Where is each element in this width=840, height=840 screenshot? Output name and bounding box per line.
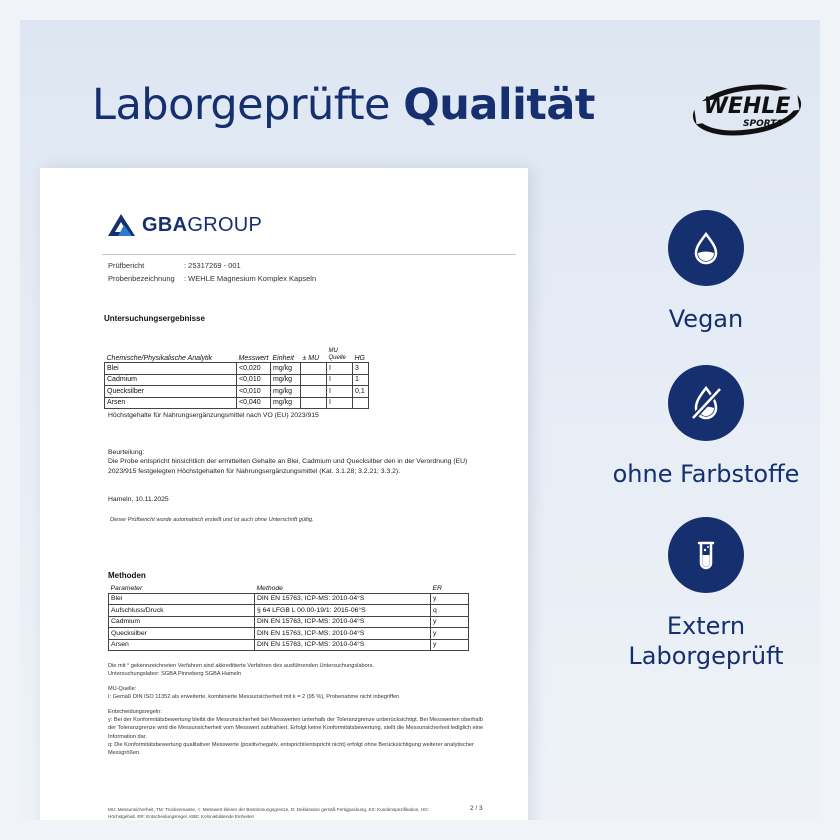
methods-header: Methode	[255, 584, 431, 593]
table-cell: y	[431, 616, 469, 628]
table-cell: mg/kg	[271, 363, 301, 375]
mu-title: MU-Quelle:	[108, 686, 137, 692]
meta-value: : 25317269 - 001	[184, 261, 241, 270]
table-cell	[301, 363, 327, 375]
auto-note: Dieser Prüfbericht wurde automatisch erstellt und ist auch ohne Unterschrift gültig.	[110, 517, 314, 523]
table-row	[105, 397, 369, 409]
table-cell: mg/kg	[271, 397, 301, 409]
table-cell: 3	[353, 363, 369, 375]
table-cell: DIN EN 15763, ICP-MS: 2010-04°S	[255, 628, 431, 640]
table-row	[105, 374, 369, 386]
wehle-sports-logo	[691, 80, 803, 140]
feature-label: Extern Laborgeprüft	[628, 612, 784, 670]
table-cell: Arsen	[109, 639, 255, 651]
meta-report	[108, 261, 241, 270]
results-table	[104, 348, 369, 409]
table-cell: Quecksilber	[109, 628, 255, 640]
no-dye-icon	[668, 365, 744, 441]
table-cell: DIN EN 15763, ICP-MS: 2010-04°S	[255, 639, 431, 651]
headline	[92, 80, 595, 130]
mu-text: I: Gemäß DIN ISO 11352 als erweiterte, kombinierte Messunsicherheit mit k = 2 (95 %), Probenahme nicht inbegriffen	[108, 694, 400, 700]
headline-bold: Qualität	[403, 80, 595, 130]
table-row	[109, 628, 469, 640]
feature-no-dye	[592, 365, 820, 489]
lab-location: Untersuchungslabor: SGBA Pinneberg SGBA Hameln	[108, 671, 242, 677]
table-cell: <0,010	[237, 386, 271, 398]
brand-name: WEHLE	[703, 94, 791, 119]
page-number: 2 / 3	[470, 805, 483, 812]
table-cell: DIN EN 15763, ICP-MS: 2010-04°S	[255, 616, 431, 628]
table-cell	[301, 386, 327, 398]
decision-q: q: Die Konformitätsbewertung qualitativer Messwerte (positiv/negativ, entspricht/entspricht nicht) erfolgt ohne Berücksichtigung weiterer analytischer Messgrößen.	[108, 742, 474, 757]
meta-label: Prüfbericht	[108, 261, 145, 270]
table-cell: Arsen	[105, 397, 237, 409]
gba-suffix: GROUP	[187, 213, 263, 236]
feature-vegan	[592, 210, 820, 334]
methods-header: Parameter	[109, 584, 255, 593]
results-header: ± MU	[302, 355, 320, 362]
meta-sample	[108, 274, 316, 283]
table-cell: 1	[353, 374, 369, 386]
assessment-text: Die Probe entspricht hinsichtlich der ermittelten Gehalte an Blei, Cadmium und Quecksilber den in der Verordnung (EU) 2023/915 festgelegten Höchstgehalten für Nahrungsergänzungsmittel (Kat. 3.1.28; 3.2.21; 3.3.2).	[108, 458, 468, 475]
results-header-row	[105, 348, 369, 363]
table-cell: Cadmium	[105, 374, 237, 386]
table-row	[105, 363, 369, 375]
table-cell: Blei	[109, 593, 255, 605]
table-row	[109, 616, 469, 628]
table-cell: I	[327, 374, 353, 386]
table-cell	[301, 374, 327, 386]
table-cell: y	[431, 628, 469, 640]
table-cell: § 64 LFGB L 00.00-19/1: 2015-06°S	[255, 605, 431, 617]
methods-title: Methoden	[108, 571, 146, 580]
table-cell: q	[431, 605, 469, 617]
results-header: Einheit	[272, 355, 294, 362]
meta-value: : WEHLE Magnesium Komplex Kapseln	[184, 274, 317, 283]
decision-title: Entscheidungsregeln:	[108, 709, 162, 715]
gba-group-logo	[108, 213, 262, 237]
feature-label: ohne Farbstoffe	[612, 460, 800, 488]
results-header: MU Quelle	[328, 348, 346, 361]
decision-y: y: Bei der Konformitätsbewertung bleibt die Messunsicherheit bei Messwerten unterhalb der Toleranzgrenze unberücksichtigt. Bei Messwerten oberhalb der Toleranzgrenze wird die Messunsicherheit vom Messwert subtrahiert. Erfolgt keine Konformitätsbewertung, stellt die Messunsicherheit lediglich eine Information dar.	[108, 717, 484, 740]
feature-lab-tested	[592, 517, 820, 671]
table-cell: I	[327, 397, 353, 409]
droplet-icon	[668, 210, 744, 286]
table-cell: <0,040	[237, 397, 271, 409]
gba-prefix: GBA	[142, 213, 188, 236]
methods-table	[108, 584, 469, 651]
feature-label: Vegan	[668, 305, 744, 333]
table-cell	[353, 397, 369, 409]
table-cell: mg/kg	[271, 386, 301, 398]
results-header: Chemische/Physikalische Analytik	[106, 355, 213, 362]
table-row	[109, 605, 469, 617]
table-cell	[301, 397, 327, 409]
table-cell: 0,1	[353, 386, 369, 398]
table-row	[109, 593, 469, 605]
ad-frame	[20, 20, 820, 820]
table-cell: y	[431, 593, 469, 605]
table-cell: Quecksilber	[105, 386, 237, 398]
document-footer: MU: Messunsicherheit, TM: Trockenmasse, <: Messwert kleiner der Bestimmungsgrenze, D: Deklaration gemäß Fertigpackung, KS: Kundenspezifikation, HG: Höchstgehalt. ER: Entscheidungsregel, KBE: Koloniebildende Einheiten	[108, 807, 429, 819]
methods-header-row	[109, 584, 469, 593]
methods-header: ER	[431, 584, 469, 593]
results-header: Messwert	[238, 355, 269, 362]
lab-report-document	[40, 168, 528, 820]
accredited-note: Die mit ° gekennzeichneten Verfahren sind akkreditierte Verfahren des ausführenden Untersuchungslabors.	[108, 663, 374, 669]
table-cell: Aufschluss/Druck	[109, 605, 255, 617]
table-cell: Blei	[105, 363, 237, 375]
results-header: HG	[354, 355, 365, 362]
table-cell: DIN EN 15763, ICP-MS: 2010-04°S	[255, 593, 431, 605]
table-row	[109, 639, 469, 651]
table-row	[105, 386, 369, 398]
table-cell: mg/kg	[271, 374, 301, 386]
meta-label: Probenbezeichnung	[108, 274, 175, 283]
table-cell: y	[431, 639, 469, 651]
results-note: Höchstgehalte für Nahrungsergänzungsmittel nach VO (EU) 2023/915	[108, 412, 319, 419]
table-cell: <0,010	[237, 374, 271, 386]
table-cell: I	[327, 363, 353, 375]
test-tube-icon	[668, 517, 744, 593]
headline-light: Laborgeprüfte	[92, 80, 391, 130]
header-rule	[102, 254, 516, 255]
table-cell: I	[327, 386, 353, 398]
brand-sub: SPORTS	[743, 119, 783, 129]
table-cell: <0,020	[237, 363, 271, 375]
place-date: Hameln, 10.11.2025	[108, 496, 169, 503]
results-title: Untersuchungsergebnisse	[104, 314, 205, 323]
gba-triangle-icon	[108, 213, 138, 237]
table-cell: Cadmium	[109, 616, 255, 628]
assessment-label: Beurteilung:	[108, 449, 145, 456]
